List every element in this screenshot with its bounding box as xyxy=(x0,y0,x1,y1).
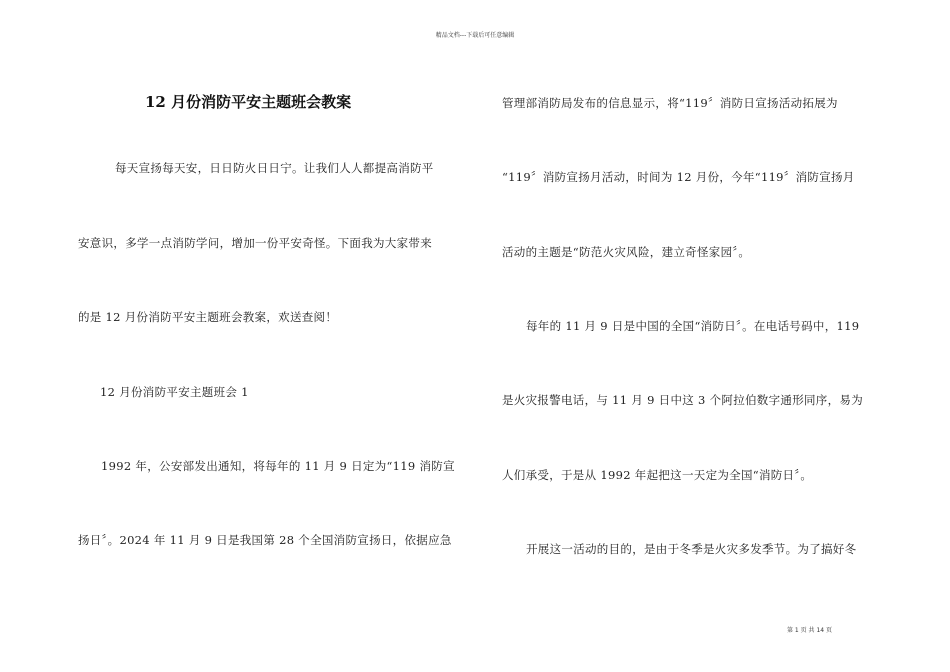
right-line-4: 每年的 11 月 9 日是中国的全国“消防日〞。在电话号码中，119 xyxy=(526,319,860,333)
left-line-5: 1992 年，公安部发出通知，将每年的 11 月 9 日定为“119 消防宣 xyxy=(101,459,455,473)
right-line-6: 人们承受，于是从 1992 年起把这一天定为全国“消防日〞。 xyxy=(502,468,813,482)
right-line-3: 活动的主题是“防范火灾风险，建立奇怪家园〞。 xyxy=(502,245,751,259)
right-line-1: 管理部消防局发布的信息显示，将“119〞消防日宣扬活动拓展为 xyxy=(502,96,838,110)
right-line-7: 开展这一活动的目的，是由于冬季是火灾多发季节。为了搞好冬 xyxy=(526,542,857,556)
section-heading: 12 月份消防平安主题班会 1 xyxy=(100,385,249,399)
left-line-6: 扬日〞。2024 年 11 月 9 日是我国第 28 个全国消防宣扬日，依据应急 xyxy=(78,533,452,547)
left-line-1: 每天宣扬每天安，日日防火日日宁。让我们人人都提高消防平 xyxy=(115,161,434,175)
left-line-2: 安意识，多学一点消防学问，增加一份平安奇怪。下面我为大家带来 xyxy=(78,236,432,250)
right-line-2: “119〞消防宣扬月活动，时间为 12 月份，今年“119〞消防宣扬月 xyxy=(502,170,855,184)
page-number: 第 1 页 共 14 页 xyxy=(787,627,832,634)
right-line-5: 是火灾报警电话，与 11 月 9 日中这 3 个阿拉伯数字通形同序，易为 xyxy=(502,393,863,407)
left-line-3: 的是 12 月份消防平安主题班会教案，欢送查阅！ xyxy=(78,310,338,324)
document-title: 12 月份消防平安主题班会教案 xyxy=(145,93,352,111)
page-header-note: 精品文档---下载后可任意编辑 xyxy=(435,32,515,39)
